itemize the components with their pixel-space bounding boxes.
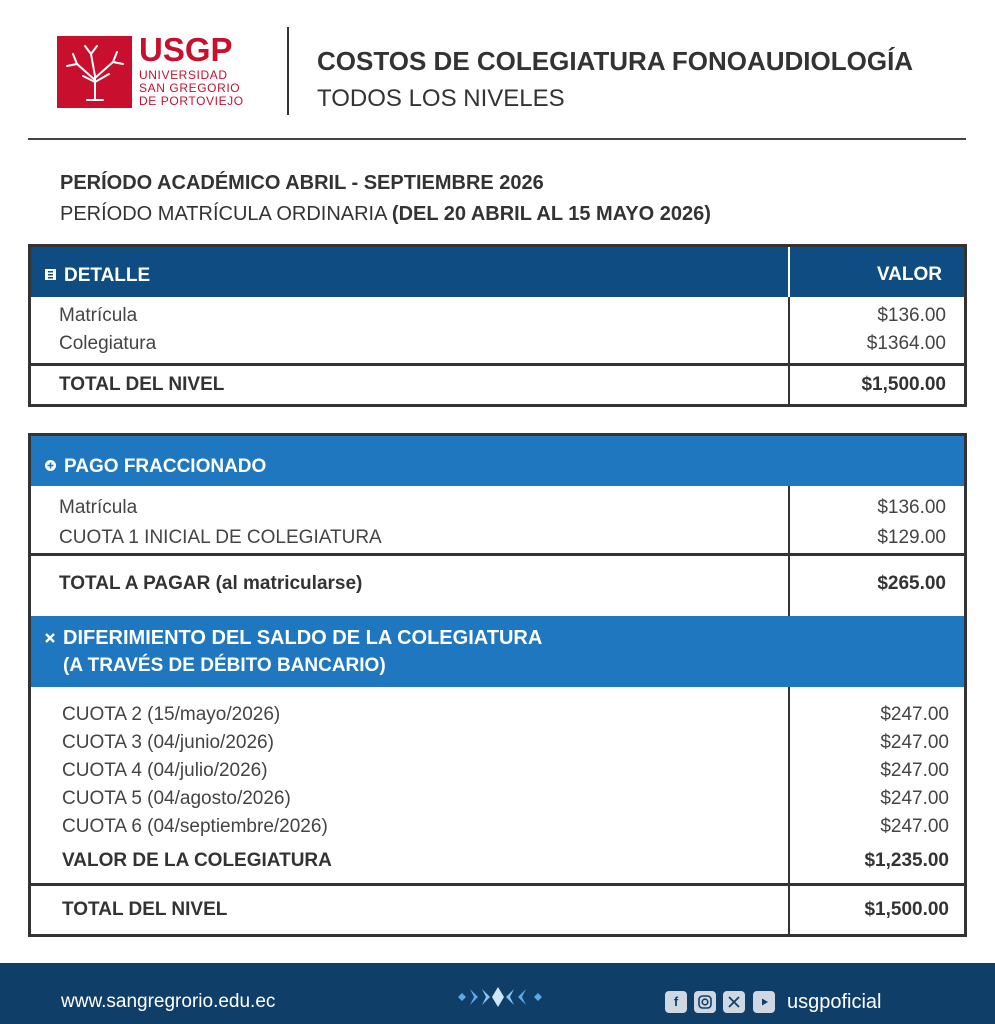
logo-brand-text: USGP [139, 31, 233, 68]
decorative-stars-icon [448, 983, 548, 1011]
quota-value: $247.00 [880, 732, 949, 753]
total-value: $1,500.00 [864, 899, 949, 920]
total-label: TOTAL DEL NIVEL [62, 899, 228, 920]
installment-header [31, 436, 964, 486]
tree-logo-icon [57, 36, 132, 108]
header-separator [28, 138, 966, 140]
page-title: COSTOS DE COLEGIATURA FONOAUDIOLOGÍA [317, 46, 914, 76]
quota-label: CUOTA 6 (04/septiembre/2026) [62, 816, 328, 837]
x-icon[interactable] [723, 991, 745, 1013]
row-value: $136.00 [877, 305, 946, 326]
row-label: Colegiatura [59, 333, 157, 354]
quota-label: CUOTA 5 (04/agosto/2026) [62, 788, 291, 809]
youtube-icon[interactable] [753, 991, 775, 1013]
row-value: $1364.00 [866, 333, 946, 354]
quota-value: $247.00 [880, 704, 949, 725]
deferral-subtitle: (A TRAVÉS DE DÉBITO BANCARIO) [63, 655, 386, 676]
website-link[interactable]: www.sangregrorio.edu.ec [61, 991, 276, 1012]
detail-header-label: DETALLE [64, 265, 151, 286]
row-value: $136.00 [877, 497, 946, 518]
circle-plus-icon [45, 455, 56, 466]
installment-table [28, 433, 967, 937]
installment-header-label: PAGO FRACCIONADO [64, 456, 267, 477]
quota-value: $247.00 [880, 788, 949, 809]
close-icon [45, 626, 55, 637]
quota-label: CUOTA 2 (15/mayo/2026) [62, 704, 281, 725]
deferral-title: DIFERIMIENTO DEL SALDO DE LA COLEGIATURA [63, 627, 543, 649]
facebook-icon[interactable]: f [665, 991, 687, 1013]
installment-rows [31, 486, 964, 553]
quota-value: $247.00 [880, 816, 949, 837]
detail-rows [31, 297, 964, 363]
installment-total-row [31, 886, 964, 934]
page-subtitle: TODOS LOS NIVELES [317, 85, 565, 112]
logo-university-name: UNIVERSIDAD SAN GREGORIO DE PORTOVIEJO [139, 68, 244, 108]
row-label: Matrícula [59, 305, 138, 326]
footer [0, 963, 995, 1024]
deferral-header [31, 616, 964, 687]
detail-total-row [31, 366, 964, 404]
academic-period: PERÍODO ACADÉMICO ABRIL - SEPTIEMBRE 2026 [60, 172, 544, 194]
header-divider [287, 27, 289, 115]
detail-table-header [31, 247, 964, 297]
enrollment-period: PERÍODO MATRÍCULA ORDINARIA (DEL 20 ABRIL AL 15 MAYO 2026) [60, 203, 711, 225]
row-label: Matrícula [59, 497, 138, 518]
pay-total-label: TOTAL A PAGAR (al matricularse) [59, 573, 363, 594]
quota-list [31, 687, 964, 883]
pay-total-value: $265.00 [877, 573, 946, 594]
quota-label: CUOTA 4 (04/julio/2026) [62, 760, 268, 781]
total-value: $1,500.00 [861, 374, 946, 395]
value-header-label: VALOR [876, 264, 942, 285]
quota-label: CUOTA 3 (04/junio/2026) [62, 732, 274, 753]
detail-table [28, 244, 967, 407]
social-handle[interactable]: usgpoficial [787, 991, 882, 1013]
quota-value: $247.00 [880, 760, 949, 781]
row-label: CUOTA 1 INICIAL DE COLEGIATURA [59, 527, 382, 548]
row-value: $129.00 [877, 527, 946, 548]
tuition-value: $1,235.00 [864, 850, 949, 871]
total-label: TOTAL DEL NIVEL [59, 374, 225, 395]
usgp-logo [57, 31, 247, 110]
list-icon [45, 264, 56, 275]
instagram-icon[interactable] [694, 991, 716, 1013]
pay-total-row [31, 556, 964, 616]
tuition-value-label: VALOR DE LA COLEGIATURA [62, 850, 332, 871]
